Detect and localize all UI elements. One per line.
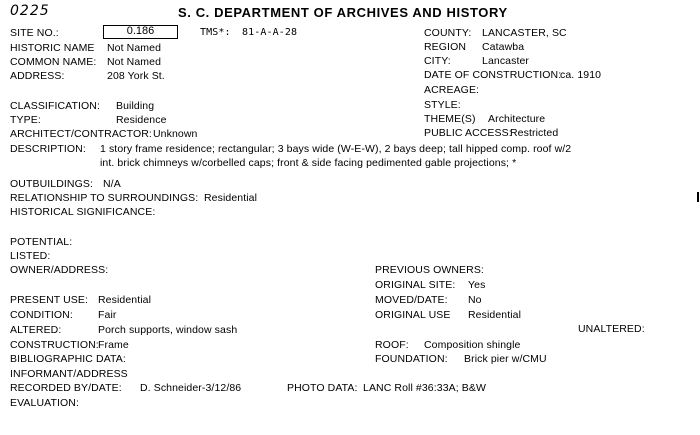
unaltered-label: UNALTERED: bbox=[578, 323, 645, 335]
outbuildings-label: OUTBUILDINGS: bbox=[10, 178, 93, 190]
moved-date-value: No bbox=[468, 294, 482, 306]
photo-data-value: LANC Roll #36:33A; B&W bbox=[363, 382, 487, 394]
tms-value: 81-A-A-28 bbox=[242, 27, 298, 38]
historic-name-label: HISTORIC NAME bbox=[10, 42, 95, 54]
foundation-label: FOUNDATION: bbox=[375, 353, 448, 365]
theme-label: THEME(S) bbox=[424, 113, 476, 125]
altered-value: Porch supports, window sash bbox=[98, 324, 238, 336]
historical-significance-label: HISTORICAL SIGNIFICANCE: bbox=[10, 206, 156, 218]
common-name-label: COMMON NAME: bbox=[10, 56, 97, 68]
recorded-by-label: RECORDED BY/DATE: bbox=[10, 382, 122, 394]
condition-value: Fair bbox=[98, 309, 117, 321]
address-label: ADDRESS: bbox=[10, 70, 65, 82]
altered-label: ALTERED: bbox=[10, 324, 62, 336]
recorded-by-value: D. Schneider-3/12/86 bbox=[140, 382, 242, 394]
county-label: COUNTY: bbox=[424, 27, 472, 39]
owner-address-label: OWNER/ADDRESS: bbox=[10, 264, 109, 276]
region-label: REGION bbox=[424, 41, 467, 53]
city-label: CITY: bbox=[424, 55, 451, 67]
photo-data-label: PHOTO DATA: bbox=[287, 382, 358, 394]
architect-label: ARCHITECT/CONTRACTOR: bbox=[10, 128, 152, 140]
classification-label: CLASSIFICATION: bbox=[10, 100, 100, 112]
page-title: S. C. DEPARTMENT OF ARCHIVES AND HISTORY bbox=[178, 5, 508, 20]
tms-label: TMS*: bbox=[200, 27, 231, 38]
present-use-value: Residential bbox=[98, 294, 152, 306]
listed-label: LISTED: bbox=[10, 250, 51, 262]
original-site-value: Yes bbox=[468, 279, 486, 291]
theme-value: Architecture bbox=[488, 113, 546, 125]
roof-value: Composition shingle bbox=[424, 339, 521, 351]
city-value: Lancaster bbox=[482, 55, 530, 67]
bibliographic-data-label: BIBLIOGRAPHIC DATA: bbox=[10, 353, 126, 365]
site-no-label: SITE NO.: bbox=[10, 27, 59, 39]
original-use-value: Residential bbox=[468, 309, 522, 321]
relationship-label: RELATIONSHIP TO SURROUNDINGS: bbox=[10, 192, 199, 204]
construction-value: Frame bbox=[98, 339, 129, 351]
description-line-1: 1 story frame residence; rectangular; 3 bays wide (W-E-W), 2 bays deep; tall hipped comp. roof w/2 bbox=[100, 143, 572, 155]
type-value: Residence bbox=[116, 114, 167, 126]
acreage-label: ACREAGE: bbox=[424, 84, 480, 96]
description-line-2: int. brick chimneys w/corbelled caps; front & side facing pedimented gable projections; * bbox=[100, 157, 517, 169]
moved-date-label: MOVED/DATE: bbox=[375, 294, 448, 306]
original-site-label: ORIGINAL SITE: bbox=[375, 279, 456, 291]
common-name-value: Not Named bbox=[107, 56, 162, 68]
site-no-value: 0.186 bbox=[103, 25, 178, 39]
public-access-label: PUBLIC ACCESS: bbox=[424, 127, 512, 139]
condition-label: CONDITION: bbox=[10, 309, 73, 321]
foundation-value: Brick pier w/CMU bbox=[464, 353, 547, 365]
informant-address-label: INFORMANT/ADDRESS bbox=[10, 368, 128, 380]
previous-owners-label: PREVIOUS OWNERS: bbox=[375, 264, 484, 276]
handwritten-number: 0225 bbox=[10, 3, 50, 19]
region-value: Catawba bbox=[482, 41, 525, 53]
description-label: DESCRIPTION: bbox=[10, 143, 86, 155]
public-access-value: Restricted bbox=[510, 127, 559, 139]
evaluation-label: EVALUATION: bbox=[10, 397, 79, 409]
type-label: TYPE: bbox=[10, 114, 41, 126]
date-of-construction-label: DATE OF CONSTRUCTION: bbox=[424, 69, 562, 81]
outbuildings-value: N/A bbox=[103, 178, 121, 190]
roof-label: ROOF: bbox=[375, 339, 409, 351]
original-use-label: ORIGINAL USE bbox=[375, 309, 451, 321]
address-value: 208 York St. bbox=[107, 70, 165, 82]
present-use-label: PRESENT USE: bbox=[10, 294, 89, 306]
relationship-value: Residential bbox=[204, 192, 258, 204]
county-value: LANCASTER, SC bbox=[482, 27, 567, 39]
date-of-construction-value: ca. 1910 bbox=[560, 69, 602, 81]
scan-edge-mark bbox=[697, 192, 699, 202]
historic-name-value: Not Named bbox=[107, 42, 162, 54]
style-label: STYLE: bbox=[424, 99, 461, 111]
construction-label: CONSTRUCTION: bbox=[10, 339, 99, 351]
potential-label: POTENTIAL: bbox=[10, 236, 73, 248]
architect-value: Unknown bbox=[153, 128, 198, 140]
classification-value: Building bbox=[116, 100, 155, 112]
